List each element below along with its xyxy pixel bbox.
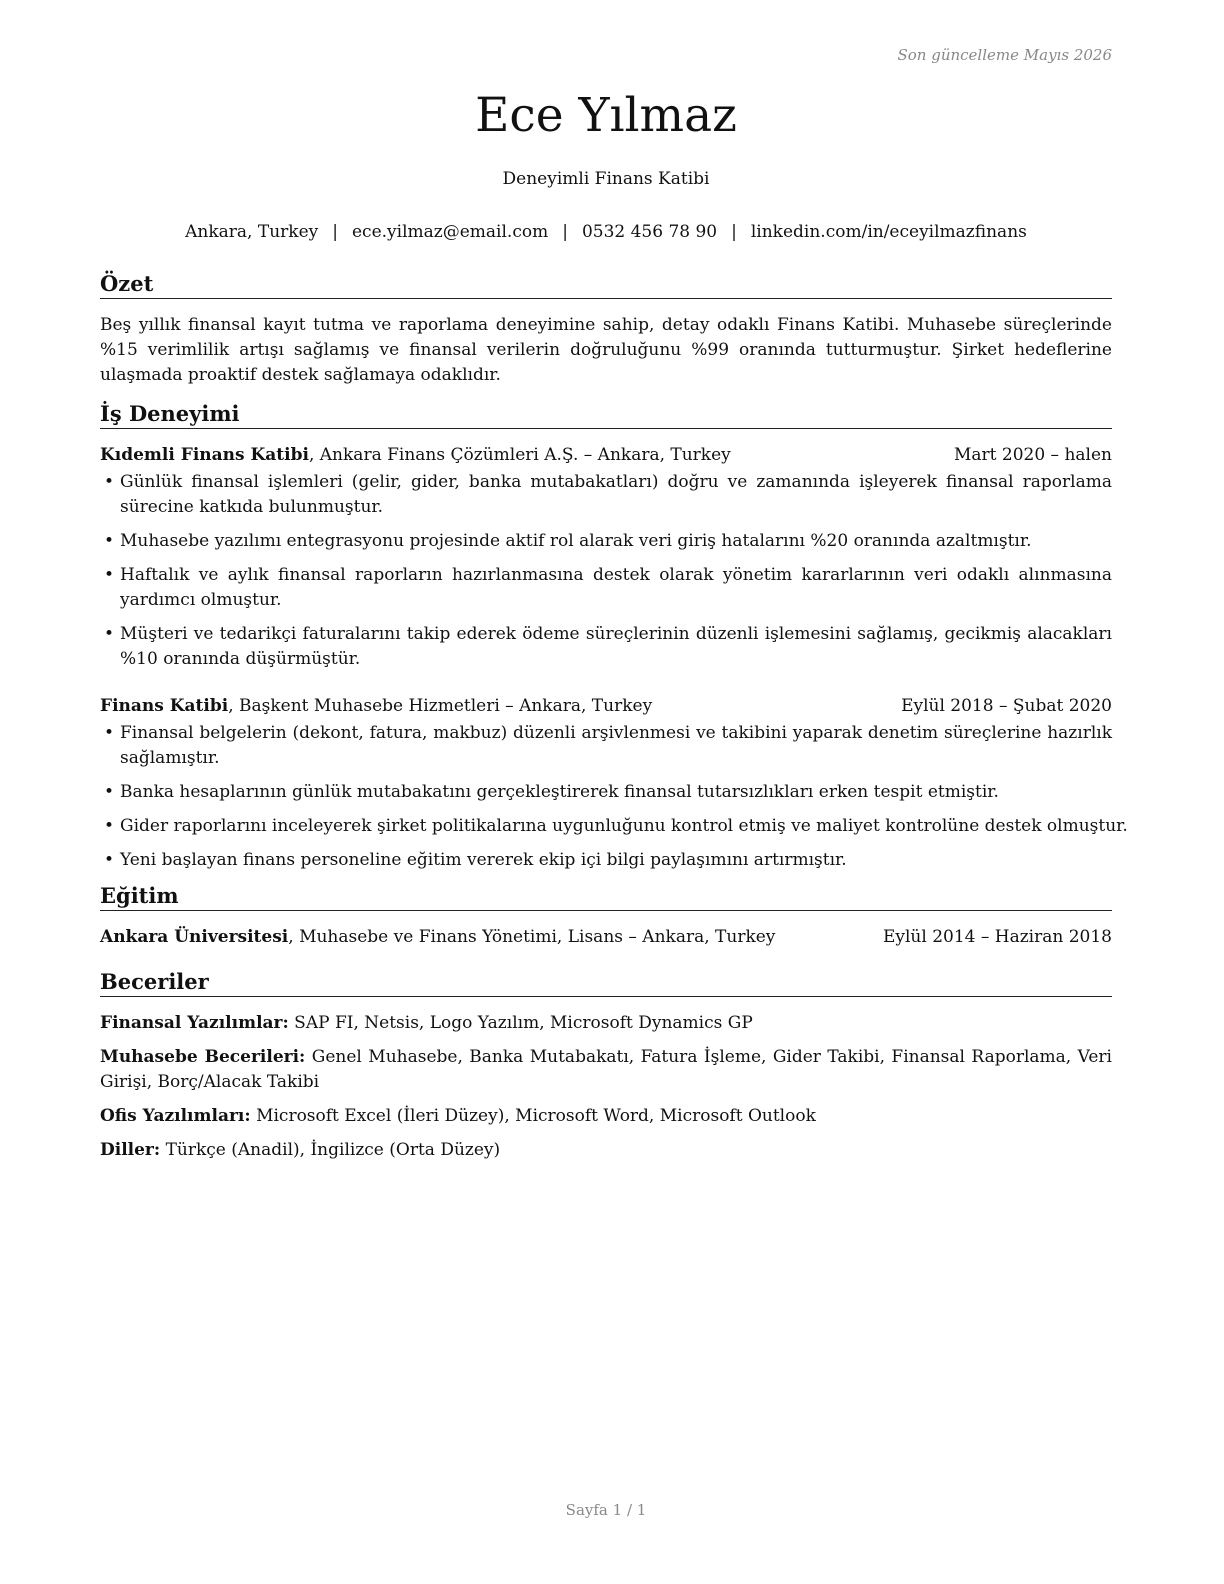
skill-row [100,1011,1112,1036]
education-section [100,882,1112,950]
bullet-text: Müşteri ve tedarikçi faturalarını takip ederek ödeme süreçlerinin düzenli işlemesini sağlamış, gecikmiş alacakları %10 oranında düşürmüştür. [120,624,1112,669]
skills-heading: Beceriler [100,968,1112,997]
bullet-text: Finansal belgelerin (dekont, fatura, makbuz) düzenli arşivlenmesi ve takibini yaparak denetim süreçlerine hazırlık sağlamıştır. [120,723,1112,768]
list-item [100,721,1112,771]
bullet-icon: • [104,850,115,870]
skill-row [100,1138,1112,1163]
skill-label: Muhasebe Becerileri: [100,1047,306,1067]
job-bullets [100,470,1112,672]
bullet-text: Günlük finansal işlemleri (gelir, gider, banka mutabakatları) doğru ve zamanında işleyerek finansal raporlama sürecine katkıda bulunmuştur. [120,472,1112,517]
job-header [100,443,1112,468]
contact-phone[interactable]: 0532 456 78 90 [581,222,718,242]
education-dates: Eylül 2014 – Haziran 2018 [882,927,1112,947]
job-role: Finans Katibi [100,696,229,716]
bullet-text: Yeni başlayan finans personeline eğitim vererek ekip içi bilgi paylaşımını artırmıştır. [120,850,847,870]
skill-value: Genel Muhasebe, Banka Mutabakatı, Fatura İşleme, Gider Takibi, Finansal Raporlama, Veri Girişi, Borç/Alacak Takibi [100,1047,1112,1092]
page-number: Sayfa 1 / 1 [565,1501,647,1519]
contact-separator: | [332,222,338,242]
list-item [100,780,1112,805]
resume-page [100,0,1128,1584]
contact-separator: | [731,222,737,242]
job-entry [100,694,1128,873]
job-title-line [100,443,731,468]
skill-label: Diller: [100,1140,161,1160]
job-bullets [100,721,1128,873]
bullet-icon: • [104,816,115,836]
job-header [100,694,1112,719]
bullet-text: Gider raporlarını inceleyerek şirket politikalarına uygunluğunu kontrol etmiş ve maliyet kontrolüne destek olmuştur. [120,816,1128,836]
skills-section [100,968,1112,1163]
summary-text: Beş yıllık finansal kayıt tutma ve raporlama deneyimine sahip, detay odaklı Finans Katibi. Muhasebe süreçlerinde %15 verimlilik artışı sağlamış ve finansal verilerin doğruluğunu %99 oranında tutturmuştur. Şirket hedeflerine ulaşmada proaktif destek sağlamaya odaklıdır. [100,315,1112,385]
skill-row [100,1045,1112,1095]
bullet-icon: • [104,531,115,551]
bullet-text: Muhasebe yazılımı entegrasyonu projesinde aktif rol alarak veri giriş hatalarını %20 oranında azaltmıştır. [120,531,1032,551]
education-heading: Eğitim [100,882,1112,911]
experience-heading: İş Deneyimi [100,400,1112,429]
bullet-text: Banka hesaplarının günlük mutabakatını gerçekleştirerek finansal tutarsızlıkları erken tespit etmiştir. [120,782,999,802]
bullet-icon: • [104,624,115,644]
skill-value: Türkçe (Anadil), İngilizce (Orta Düzey) [160,1140,501,1160]
bullet-icon: • [104,723,115,743]
skill-value: SAP FI, Netsis, Logo Yazılım, Microsoft Dynamics GP [288,1013,753,1033]
job-dates: Mart 2020 – halen [953,445,1112,465]
candidate-name: Ece Yılmaz [475,88,737,143]
summary-heading: Özet [100,270,1112,299]
education-school: Ankara Üniversitesi [100,927,289,947]
contact-linkedin[interactable]: linkedin.com/in/eceyilmazfinans [750,222,1027,242]
skill-row [100,1104,1112,1129]
contact-email[interactable]: ece.yilmaz@email.com [351,222,549,242]
bullet-icon: • [104,565,115,585]
candidate-title: Deneyimli Finans Katibi [502,169,710,189]
job-role: Kıdemli Finans Katibi [100,445,309,465]
education-details: , Muhasebe ve Finans Yönetimi, Lisans – Ankara, Turkey [288,927,776,947]
list-item [100,814,1128,839]
summary-section [100,270,1112,388]
bullet-icon: • [104,782,115,802]
list-item [100,622,1112,672]
job-entry [100,443,1112,672]
skill-label: Finansal Yazılımlar: [100,1013,289,1033]
job-title-line [100,694,652,719]
list-item [100,563,1112,613]
experience-section [100,400,1128,873]
job-company: , Başkent Muhasebe Hizmetleri – Ankara, Turkey [228,696,653,716]
skills-list [100,1011,1112,1163]
contact-line [100,219,1112,245]
skill-label: Ofis Yazılımları: [100,1106,251,1126]
bullet-text: Haftalık ve aylık finansal raporların hazırlanmasına destek olarak yönetim kararlarının veri odaklı alınmasına yardımcı olmuştur. [120,565,1112,610]
job-dates: Eylül 2018 – Şubat 2020 [901,696,1112,716]
list-item [100,529,1112,554]
contact-separator: | [562,222,568,242]
list-item [100,848,1112,873]
contact-location: Ankara, Turkey [185,222,319,242]
education-entry [100,925,1112,950]
list-item [100,470,1112,520]
bullet-icon: • [104,472,115,492]
resume-body [100,270,1128,1172]
education-title-line [100,925,775,950]
job-company: , Ankara Finans Çözümleri A.Ş. – Ankara, Turkey [308,445,731,465]
skill-value: Microsoft Excel (İleri Düzey), Microsoft Word, Microsoft Outlook [250,1106,816,1126]
last-updated-note: Son güncelleme Mayıs 2026 [897,46,1112,64]
